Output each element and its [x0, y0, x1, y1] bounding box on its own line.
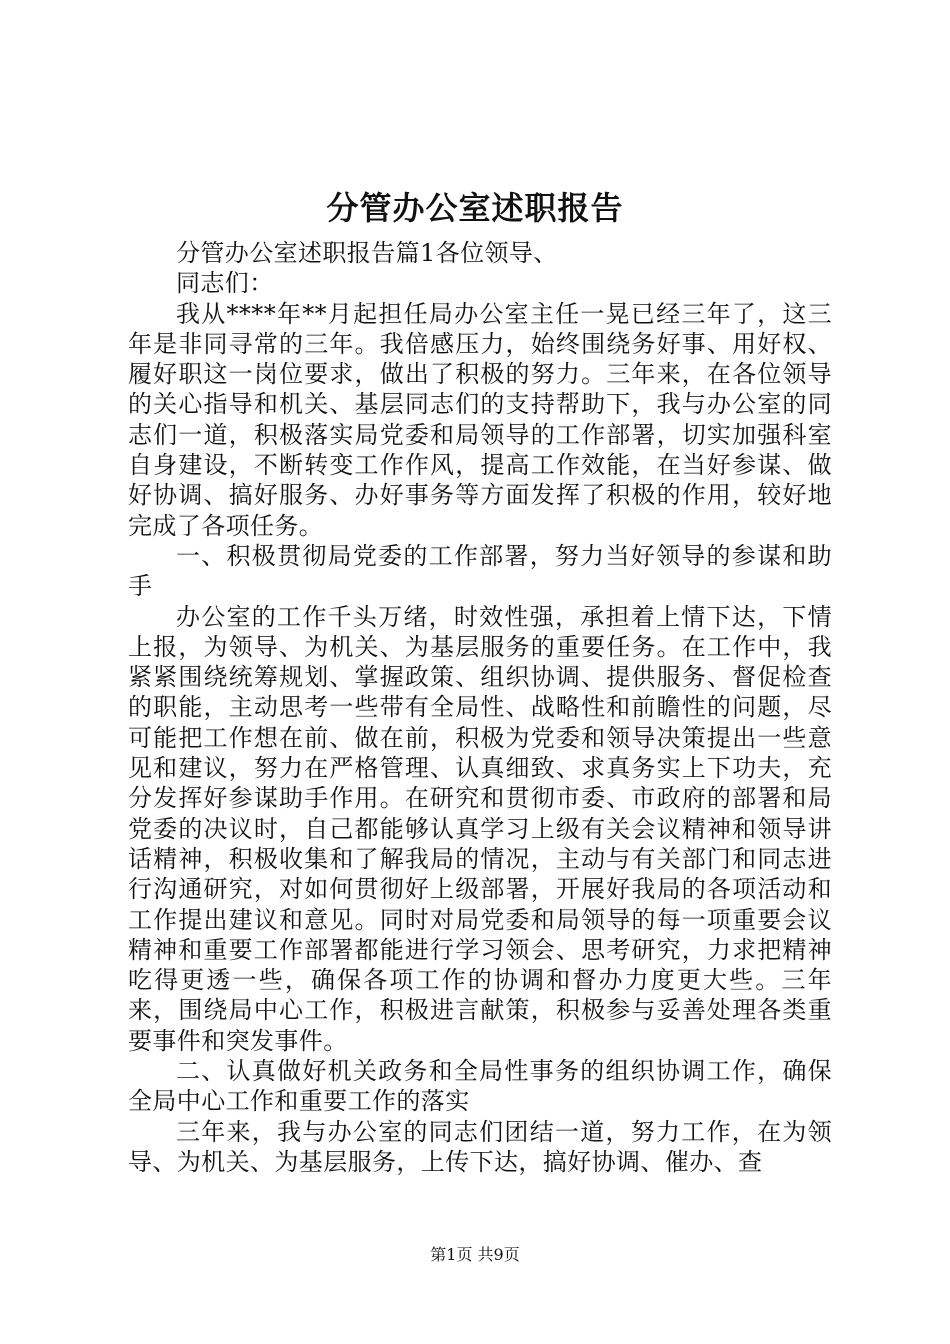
- document-title: 分管办公室述职报告: [326, 189, 624, 227]
- paragraph-salutation-1: 分管办公室述职报告篇1各位领导、: [176, 239, 558, 267]
- section-heading-1: 一、积极贯彻局党委的工作部署，努力当好领导的参谋和助手: [128, 541, 832, 601]
- section-heading-2: 二、认真做好机关政务和全局性事务的组织协调工作，确保全局中心工作和重要工作的落实: [128, 1057, 832, 1116]
- paragraph-section-2: 三年来，我与办公室的同志们团结一道，努力工作，在为领导、为机关、为基层服务，上传下达，搞好协调、催办、查: [128, 1117, 832, 1176]
- paragraph-salutation-2: 同志们：: [176, 269, 274, 298]
- document-body: [128, 238, 832, 1177]
- page-number-footer: 第1页 共9页: [430, 1245, 520, 1264]
- paragraph-section-1: 办公室的工作千头万绪，时效性强，承担着上情下达，下情上报，为领导、为机关、为基层服务的重要任务。在工作中，我紧紧围绕统筹规划、掌握政策、组织协调、提供服务、督促检查的职能，主动思考一些带有全局性、战略性和前瞻性的问题，尽可能把工作想在前、做在前，积极为党委和领导决策提出一些意见和建议，努力在严格管理、认真细致、求真务实上下功夫，充分发挥好参谋助手作用。在研究和贯彻市委、市政府的部署和局党委的决议时，自己都能够认真学习上级有关会议精神和领导讲话精神，积极收集和了解我局的情况，主动与有关部门和同志进行沟通研究，对如何贯彻好上级部署，开展好我局的各项活动和工作提出建议和意见。同时对局党委和局领导的每一项重要会议精神和重要工作部署都能进行学习领会、思考研究，力求把精神吃得更透一些，确保各项工作的协调和督办力度更大些。三年来，围绕局中心工作，积极进言献策，积极参与妥善处理各类重要事件和突发事件。: [128, 602, 832, 1055]
- paragraph-intro: 我从****年**月起担任局办公室主任一晃已经三年了，这三年是非同寻常的三年。我倍感压力，始终围绕务好事、用好权、履好职这一岗位要求，做出了积极的努力。三年来，在各位领导的关心指导和机关、基层同志们的支持帮助下，我与办公室的同志们一道，积极落实局党委和局领导的工作部署，切实加强科室自身建设，不断转变工作作风，提高工作效能，在当好参谋、做好协调、搞好服务、办好事务等方面发挥了积极的作用，较好地完成了各项任务。: [128, 299, 832, 540]
